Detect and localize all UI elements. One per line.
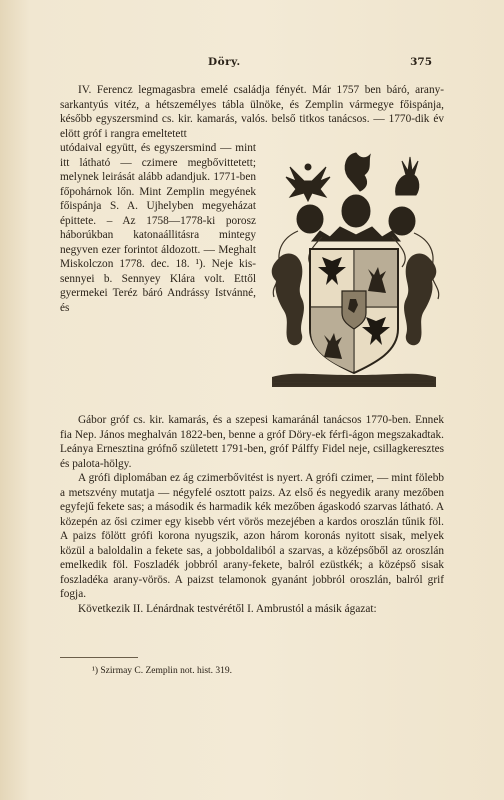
footnote: ¹) Szirmay C. Zemplin not. hist. 319. [92,666,233,676]
coat-of-arms-icon [264,141,444,409]
main-text [60,83,444,616]
footnote-divider [60,657,138,658]
paragraph-1-continued: Gábor gróf cs. kir. kamarás, és a szepesi kamaránál tanácsos 1770-ben. Ennek fia Nep. János meghalván 1822-ben, benne a gróf Döry-ek férfi-ágon megszakadtak. Leánya Ernesztina grófnő született 1791-ben, gróf Pálffy Fidel neje, csillagkeresztes és palota-hölgy. [60,414,444,470]
page-title: Döry. [208,56,241,68]
paragraph-2: A grófi diplomában ez ág czimerbővitést is nyert. A grófi czimer, — mint fölebb a metszvény mutatja — négyfelé osztott paizs. Az első és negyedik arany mezőben egyfejű fekete sas; a második és harmadik kék mezőben ágaskodó szarvas látható. A közepén az ősi czimer egy kisebb vért vörös mezejében a kardos oroszlán tűnik föl. A paizs fölött grófi korona nyugszik, azon három koronás nyitott sisak, melyek közül a baloldalin a fekete sas, a jobboldaliból a szarvas, a középsőből az oroszlán emelkedik föl. Foszladék jobbról arany-fekete, balról ezüstkék; a középső sisak foszladéka arany-vörös. A paizst telamonok gyanánt jobbról oroszlán, balról grif fogja. [60,472,444,600]
paragraph-1-wrapped: utódaival együtt, és egyszersmind — mint itt látható — czimere megbővittetett; melynek leirását alább adandjuk. 1771-ben főpohárnok lőn. Mint Zemplin megyének főispánja S. A. Ujhelyben megyeházat épittete. – Az 1758—1778-ki porosz háborúkban katonaállitásra mintegy negyven ezer forintot áldozott. — Meghalt Miskolczon 1778. dec. 18. ¹). Neje kis-sennyei b. Sennyey Klára volt. Ettől gyermekei Teréz báró Andrássy Istvánné, és [60,142,256,314]
paragraph-1-intro: IV. Ferencz legmagasbra emelé családja fényét. Már 1757 ben báró, arany-sarkantyús vitéz, a hétszemélyes tábla ülnöke, és Zemplin vármegye főispánja, később egyszersmind cs. kir. kamarás, valós. belső titkos tanácsos. — 1770-dik év elött gróf i rangra emeltetett [60,84,444,140]
page-number: 375 [410,56,432,68]
running-header [60,56,444,72]
paragraph-3: Következik II. Lénárdnak testvérétől I. Ambrustól a másik ágazat: [78,602,377,615]
